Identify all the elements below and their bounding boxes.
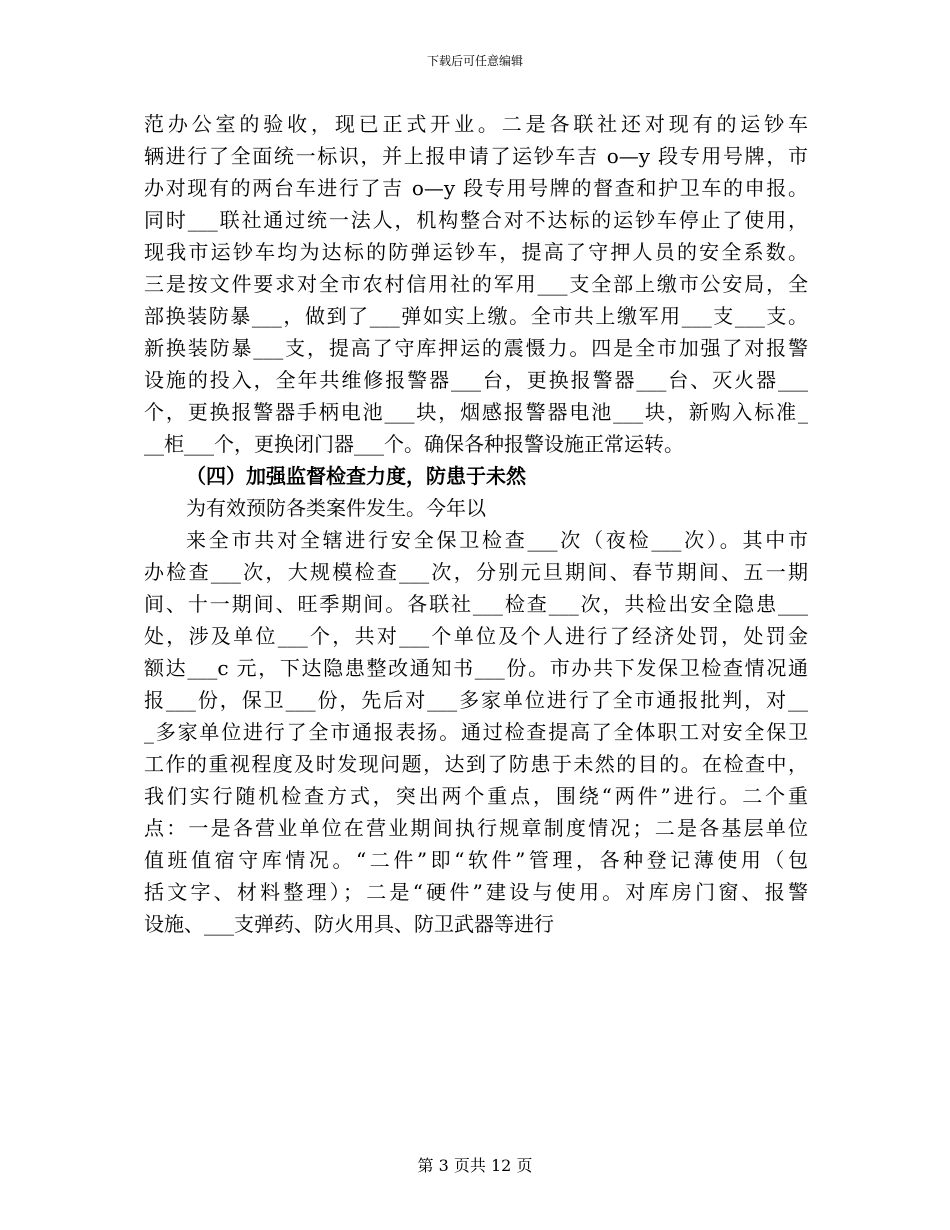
text-line: 为有效预防各类案件发生。今年以 xyxy=(186,496,486,520)
text-line: 设施的投入，全年共维修报警器___台，更换报警器___台、灭火器___ xyxy=(144,368,808,392)
text-line: __柜___个，更换闭门器___个。确保各种报警设施正常运转。 xyxy=(144,432,684,456)
text-line: 设施、___支弹药、防火用具、防卫武器等进行 xyxy=(144,912,554,936)
text-line: 来全市共对全辖进行安全保卫检查___次（夜检___次）。其中市 xyxy=(186,528,808,552)
text-line: 三是按文件要求对全市农村信用社的军用___支全部上缴市公安局，全 xyxy=(144,272,808,296)
text-line: 辆进行了全面统一标识，并上报申请了运钞车吉 o—y 段专用号牌，市 xyxy=(144,144,808,168)
text-line: 处，涉及单位___个，共对___个单位及个人进行了经济处罚，处罚金 xyxy=(144,624,808,648)
text-line: 点：一是各营业单位在营业期间执行规章制度情况；二是各基层单位 xyxy=(144,816,808,840)
text-line: 间、十一期间、旺季期间。各联社___检查___次，共检出安全隐患___ xyxy=(144,592,808,616)
text-line: 范办公室的验收，现已正式开业。二是各联社还对现有的运钞车 xyxy=(144,112,808,136)
document-body xyxy=(144,108,808,940)
text-line: 新换装防暴___支，提高了守库押运的震慑力。四是全市加强了对报警 xyxy=(144,336,808,360)
text-line: _多家单位进行了全市通报表扬。通过检查提高了全体职工对安全保卫 xyxy=(144,720,808,744)
text-line: 我们实行随机检查方式，突出两个重点，围绕“两件”进行。二个重 xyxy=(144,784,808,808)
text-line: 括文字、材料整理）；二是“硬件”建设与使用。对库房门窗、报警 xyxy=(144,880,808,904)
text-line: 工作的重视程度及时发现问题，达到了防患于未然的目的。在检查中， xyxy=(144,752,808,776)
section-heading: （四）加强监督检查力度，防患于未然 xyxy=(186,464,526,488)
page-footer: 第 3 页共 12 页 xyxy=(417,1156,533,1175)
page-header: 下载后可任意编辑 xyxy=(426,54,523,68)
text-line: 现我市运钞车均为达标的防弹运钞车，提高了守押人员的安全系数。 xyxy=(144,240,808,264)
text-line: 办检查___次，大规模检查___次，分别元旦期间、春节期间、五一期 xyxy=(144,560,808,584)
text-line: 部换装防暴___，做到了___弹如实上缴。全市共上缴军用___支___支。 xyxy=(144,304,808,328)
text-line: 报___份，保卫___份，先后对___多家单位进行了全市通报批判，对__ xyxy=(144,688,808,712)
text-line: 办对现有的两台车进行了吉 o—y 段专用号牌的督查和护卫车的申报。 xyxy=(144,176,808,200)
text-line: 值班值宿守库情况。“二件”即“软件”管理，各种登记薄使用（包 xyxy=(144,848,808,872)
text-line: 个，更换报警器手柄电池___块，烟感报警器电池___块，新购入标准_ xyxy=(144,400,808,424)
text-line: 同时___联社通过统一法人，机构整合对不达标的运钞车停止了使用， xyxy=(144,208,808,232)
text-line: 额达___c 元，下达隐患整改通知书___份。市办共下发保卫检查情况通 xyxy=(144,656,808,680)
